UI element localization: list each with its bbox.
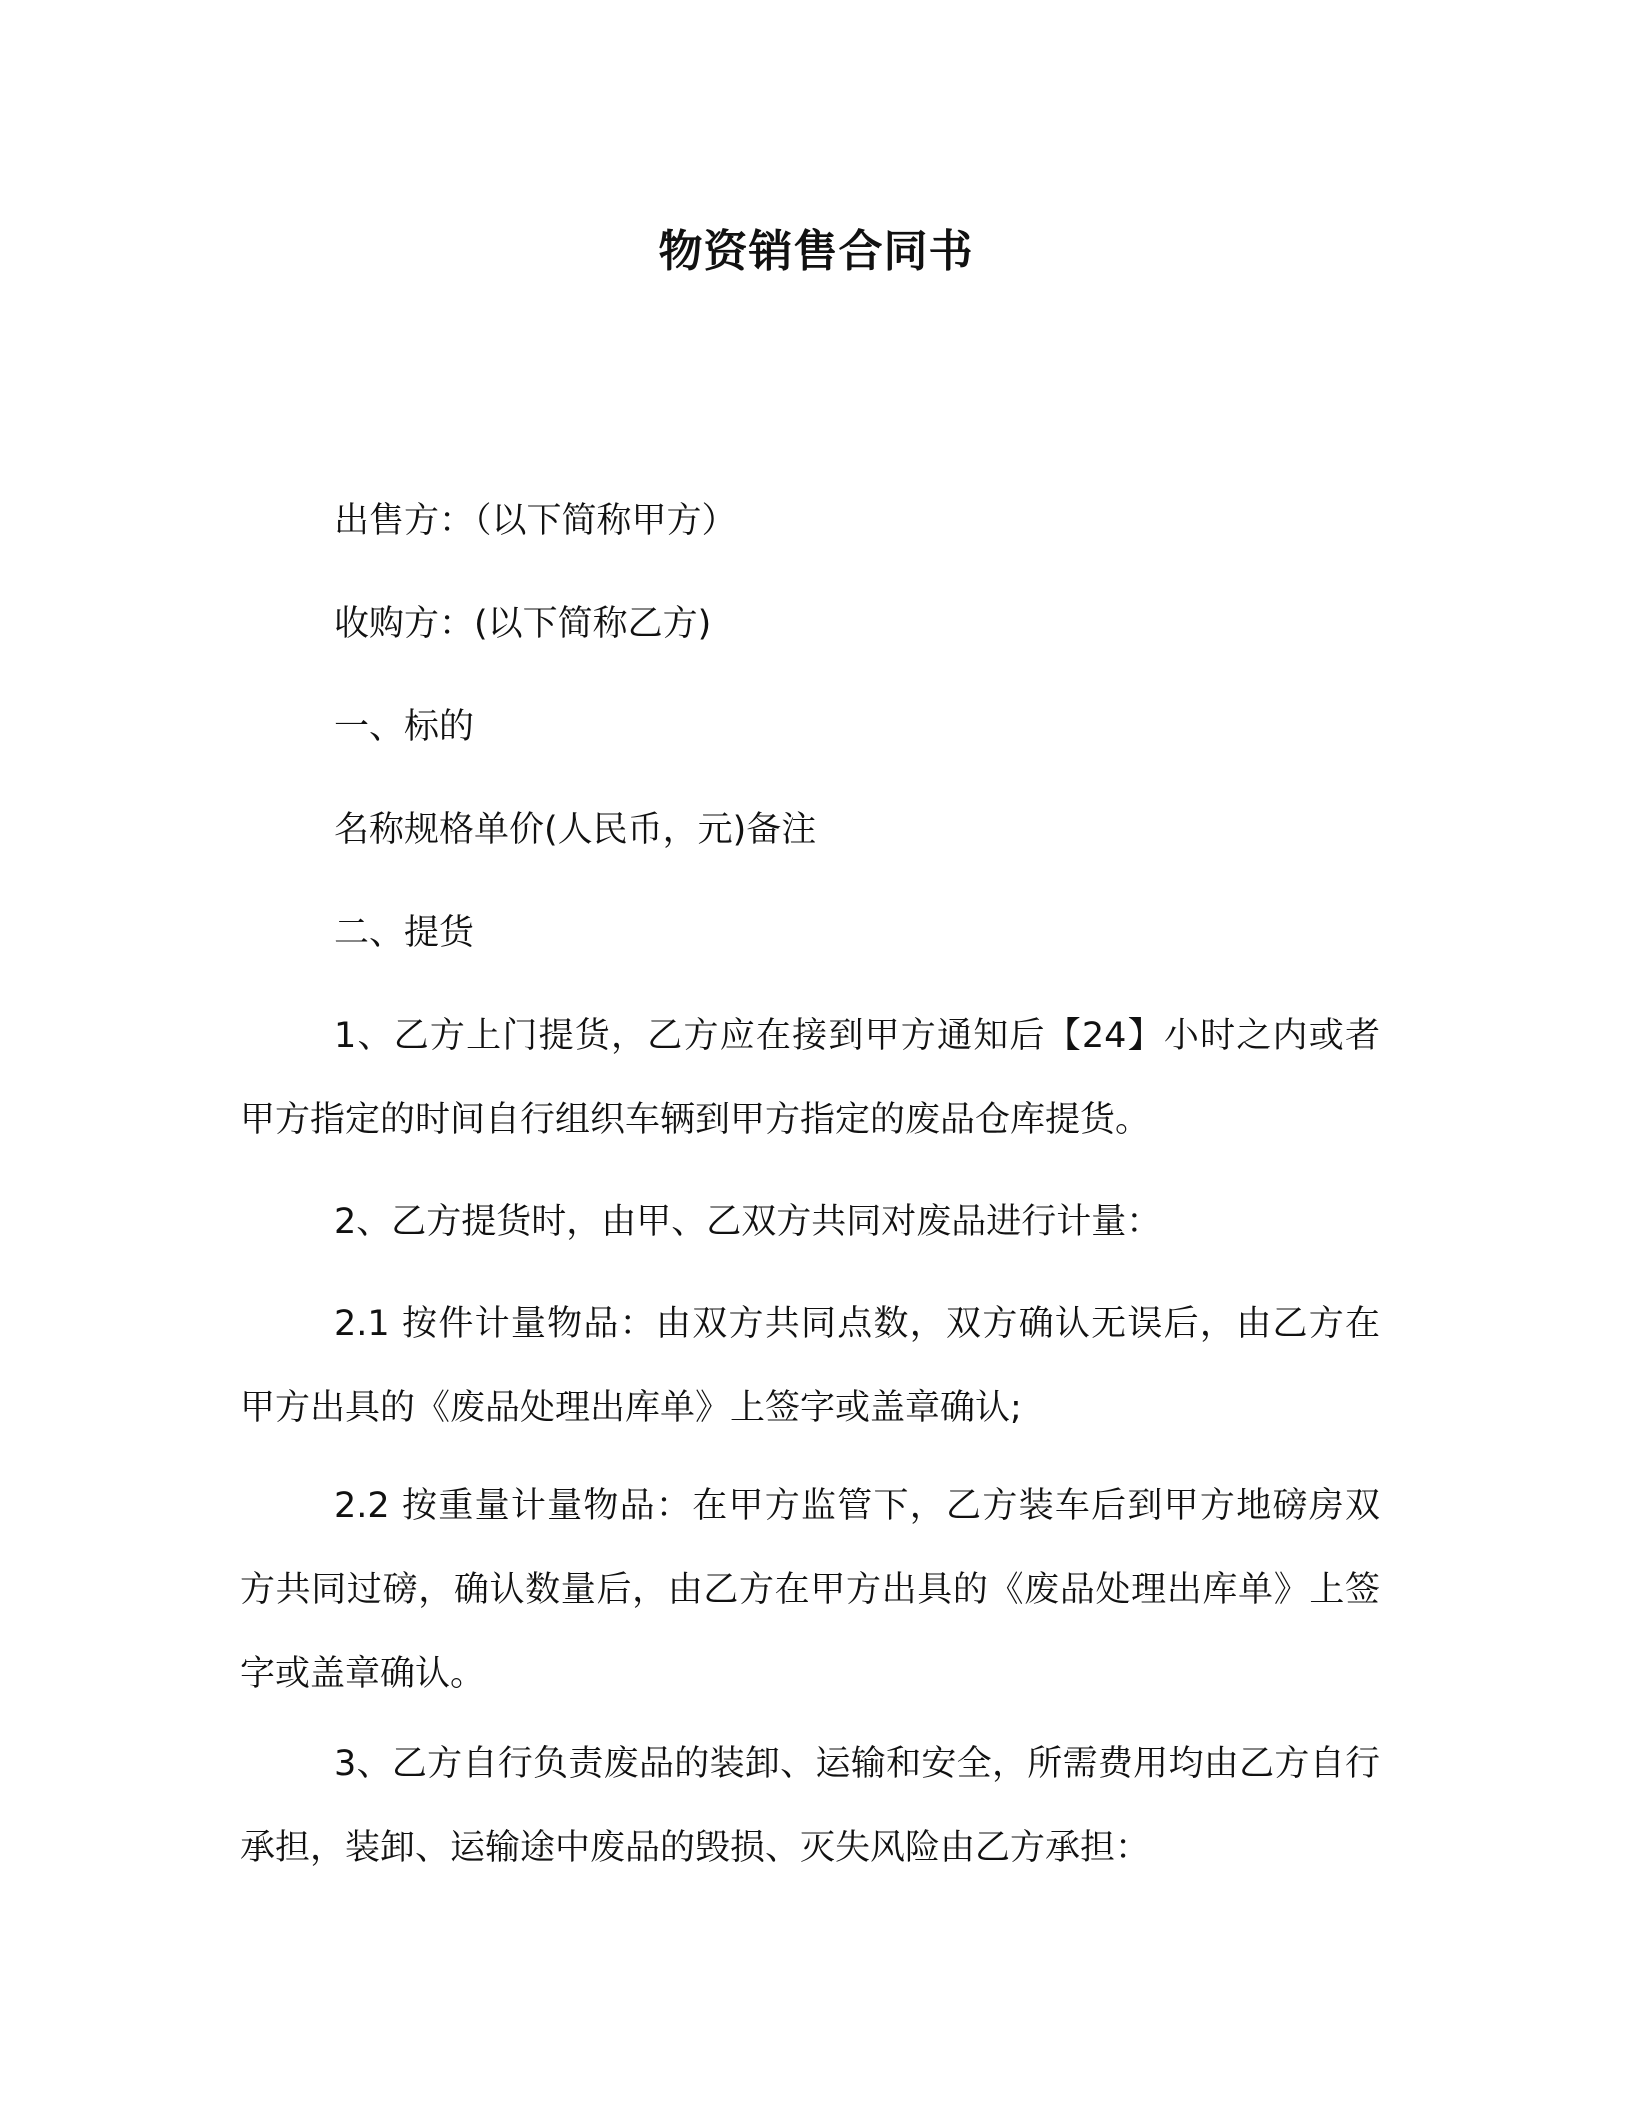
section-heading-pickup: 二、提货: [334, 913, 475, 953]
clause-2-1: 2.1 按件计量物品：由双方共同点数，双方确认无误后，由乙方在甲方出具的《废品处理出库单》上签字或盖章确认;: [240, 1304, 1380, 1428]
document-title: 物资销售合同书: [658, 226, 974, 277]
clause-2: 2、乙方提货时，由甲、乙双方共同对废品进行计量：: [334, 1202, 1162, 1242]
seller-line: 出售方：（以下简称甲方）: [334, 501, 737, 541]
section-heading-subject: 一、标的: [334, 707, 475, 747]
subject-columns-line: 名称规格单价(人民币，元)备注: [334, 810, 817, 850]
clause-1: 1、乙方上门提货，乙方应在接到甲方通知后【24】小时之内或者甲方指定的时间自行组织车辆到甲方指定的废品仓库提货。: [240, 1016, 1380, 1140]
clause-2-2: 2.2 按重量计量物品：在甲方监管下，乙方装车后到甲方地磅房双方共同过磅，确认数量后，由乙方在甲方出具的《废品处理出库单》上签字或盖章确认。: [240, 1486, 1380, 1694]
buyer-line: 收购方：(以下简称乙方): [334, 604, 712, 644]
clause-3: 3、乙方自行负责废品的装卸、运输和安全，所需费用均由乙方自行承担，装卸、运输途中废品的毁损、灭失风险由乙方承担：: [240, 1744, 1380, 1868]
